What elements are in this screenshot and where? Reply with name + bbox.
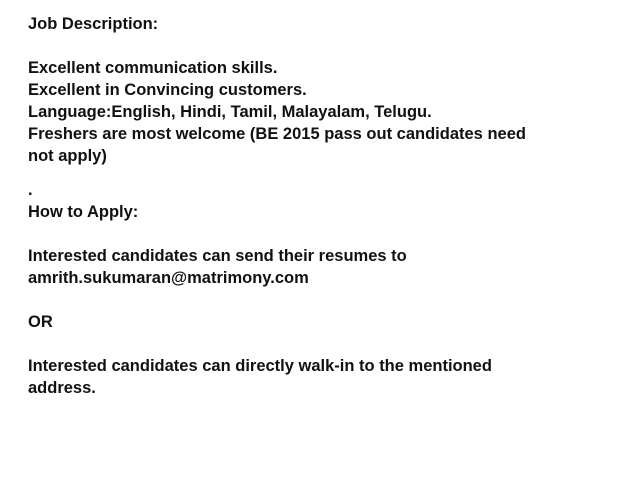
- contact-email: amrith.sukumaran@matrimony.com: [28, 269, 309, 287]
- job-description-text: [28, 13, 628, 399]
- blank-line: [28, 289, 628, 311]
- requirement-line: Excellent communication skills.: [28, 59, 278, 77]
- blank-line: [28, 167, 628, 179]
- walkin-instruction: address.: [28, 379, 96, 397]
- requirement-line: Freshers are most welcome (BE 2015 pass out candidates need: [28, 125, 526, 143]
- job-description-heading: Job Description:: [28, 15, 159, 33]
- requirement-line: not apply): [28, 147, 107, 165]
- blank-line: [28, 35, 628, 57]
- blank-line: [28, 223, 628, 245]
- how-to-apply-heading: How to Apply:: [28, 203, 139, 221]
- requirement-line: Language:English, Hindi, Tamil, Malayalam, Telugu.: [28, 103, 432, 121]
- walkin-instruction: Interested candidates can directly walk-in to the mentioned: [28, 357, 492, 375]
- separator-dot: .: [28, 181, 33, 199]
- requirement-line: Excellent in Convincing customers.: [28, 81, 307, 99]
- resume-instruction: Interested candidates can send their resumes to: [28, 247, 407, 265]
- or-separator: OR: [28, 313, 53, 331]
- blank-line: [28, 333, 628, 355]
